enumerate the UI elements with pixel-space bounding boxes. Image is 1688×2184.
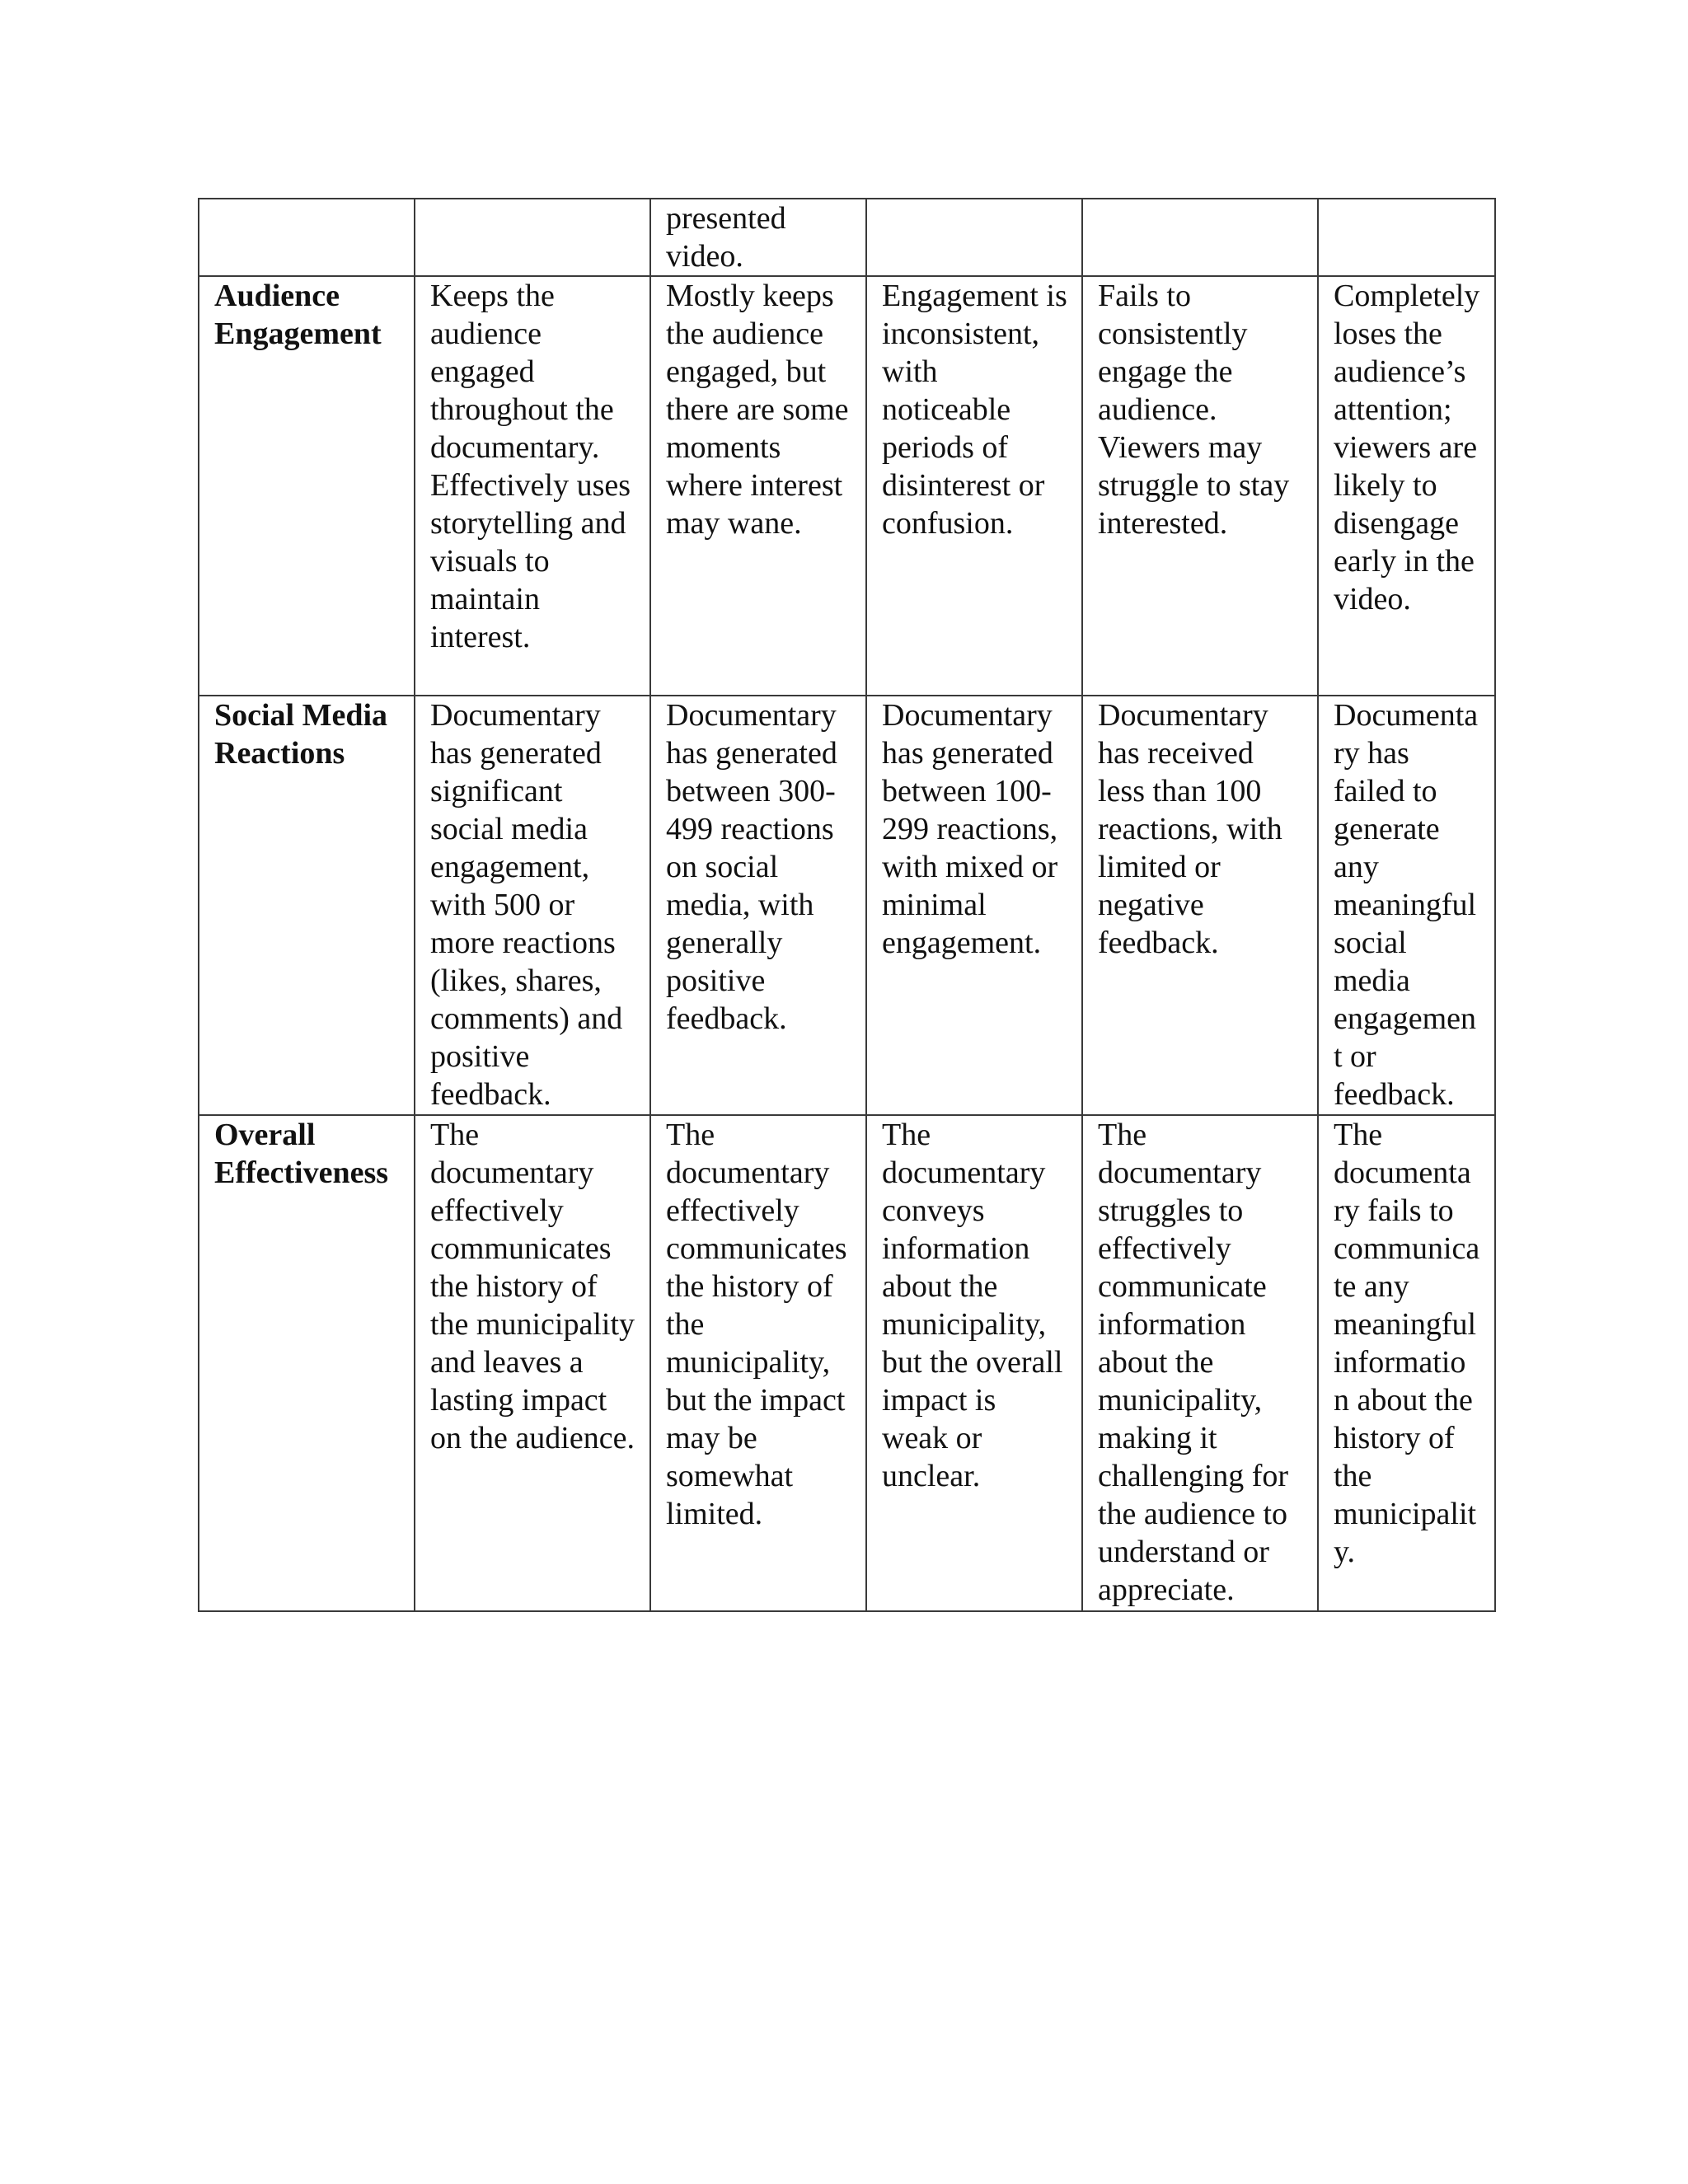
rubric-cell-level-3: [866, 1115, 1082, 1611]
rubric-row-audience-engagement: [199, 276, 1495, 696]
rubric-cell-level-5: [1318, 696, 1495, 1115]
rubric-cell-text: The documentary fails to communicate any meaningful information about the history of the municipality.: [1334, 1118, 1480, 1569]
rubric-cell-text: The documentary struggles to effectively communicate information about the municipality, making it challenging for the audience to understand or appreciate.: [1098, 1118, 1289, 1607]
criterion-cell: [199, 1115, 415, 1611]
rubric-cell-level-3: [866, 276, 1082, 696]
rubric-cell-text: The documentary effectively communicates the history of the municipality and leaves a lasting impact on the audience.: [430, 1118, 635, 1455]
rubric-cell-level-4: [1082, 276, 1318, 696]
rubric-cell-level-2: [650, 696, 866, 1115]
rubric-row-social-media-reactions: [199, 696, 1495, 1115]
rubric-cell-level-5: [1318, 276, 1495, 696]
rubric-cell-text: Completely loses the audience’s attention; viewers are likely to disengage early in the video.: [1334, 279, 1480, 616]
rubric-cell-text: Engagement is inconsistent, with noticeable periods of disinterest or confusion.: [882, 279, 1067, 541]
rubric-cell-level-2: [650, 1115, 866, 1611]
rubric-cell-level-4: [1082, 199, 1318, 276]
rubric-cell-text: Documentary has generated between 100-299 reactions, with mixed or minimal engagement.: [882, 698, 1058, 960]
rubric-cell-level-1: [415, 1115, 650, 1611]
rubric-cell-level-3: [866, 696, 1082, 1115]
rubric-cell-text: Fails to consistently engage the audience. Viewers may struggle to stay interested.: [1098, 279, 1290, 541]
criterion-label: Audience Engagement: [214, 279, 382, 351]
rubric-cell-level-1: [415, 276, 650, 696]
rubric-cell-text: The documentary conveys information about the municipality, but the overall impact is weak or unclear.: [882, 1118, 1063, 1493]
rubric-cell-level-4: [1082, 1115, 1318, 1611]
criterion-cell: [199, 696, 415, 1115]
rubric-cell-text: Documentary has generated between 300-499 reactions on social media, with generally positive feedback.: [666, 698, 837, 1036]
rubric-cell-level-5: [1318, 1115, 1495, 1611]
criterion-cell: [199, 199, 415, 276]
rubric-cell-level-1: [415, 696, 650, 1115]
rubric-cell-level-1: [415, 199, 650, 276]
rubric-cell-text: Mostly keeps the audience engaged, but there are some moments where interest may wane.: [666, 279, 849, 541]
rubric-cell-level-4: [1082, 696, 1318, 1115]
criterion-cell: [199, 276, 415, 696]
rubric-cell-level-3: [866, 199, 1082, 276]
rubric-cell-text: Documentary has received less than 100 reactions, with limited or negative feedback.: [1098, 698, 1282, 960]
rubric-row-continued: [199, 199, 1495, 276]
rubric-cell-text: presented video.: [666, 201, 786, 274]
rubric-cell-level-2: [650, 199, 866, 276]
rubric-cell-text: Documentary has failed to generate any meaningful social media engagement or feedback.: [1334, 698, 1479, 1112]
rubric-row-overall-effectiveness: [199, 1115, 1495, 1611]
rubric-cell-text: Documentary has generated significant social media engagement, with 500 or more reactions (likes, shares, comments) and positive feedback.: [430, 698, 623, 1112]
rubric-table: [198, 198, 1496, 1612]
criterion-label: Overall Effectiveness: [214, 1118, 389, 1190]
rubric-cell-text: Keeps the audience engaged throughout the documentary. Effectively uses storytelling and visuals to maintain interest.: [430, 279, 631, 654]
rubric-cell-text: The documentary effectively communicates the history of the municipality, but the impact may be somewhat limited.: [666, 1118, 847, 1531]
rubric-cell-level-5: [1318, 199, 1495, 276]
rubric-cell-level-2: [650, 276, 866, 696]
criterion-label: Social Media Reactions: [214, 698, 388, 771]
